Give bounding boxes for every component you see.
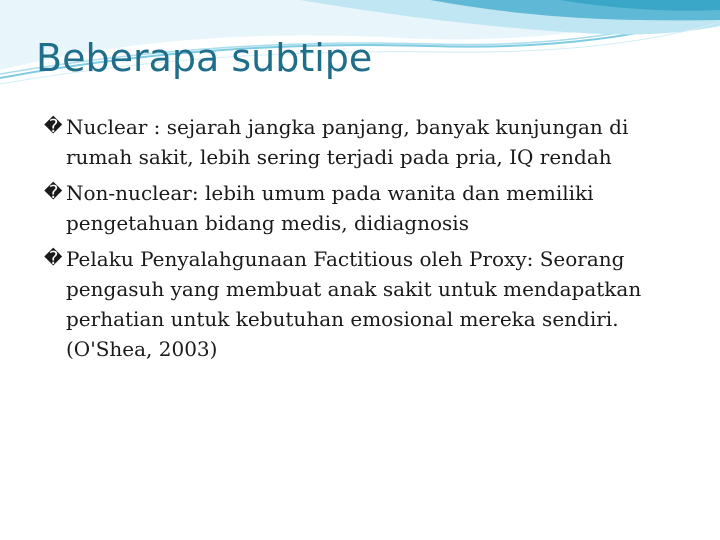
bullet-icon: �	[44, 116, 63, 137]
list-item-text: Non-nuclear: lebih umum pada wanita dan memiliki pengetahuan bidang medis, didiagnosis	[66, 181, 594, 235]
list-item	[44, 244, 694, 364]
list-item-text: Nuclear : sejarah jangka panjang, banyak kunjungan di rumah sakit, lebih sering terjadi pada pria, IQ rendah	[66, 115, 629, 169]
bullet-icon: �	[44, 248, 63, 269]
bullet-list	[44, 112, 694, 370]
slide-title: Beberapa subtipe	[36, 36, 373, 80]
list-item-text: Pelaku Penyalahgunaan Factitious oleh Proxy: Seorang pengasuh yang membuat anak sakit untuk mendapatkan perhatian untuk kebutuhan emosional mereka sendiri. (O'Shea, 2003)	[66, 247, 642, 361]
list-item	[44, 178, 694, 238]
list-item	[44, 112, 694, 172]
bullet-icon: �	[44, 182, 63, 203]
